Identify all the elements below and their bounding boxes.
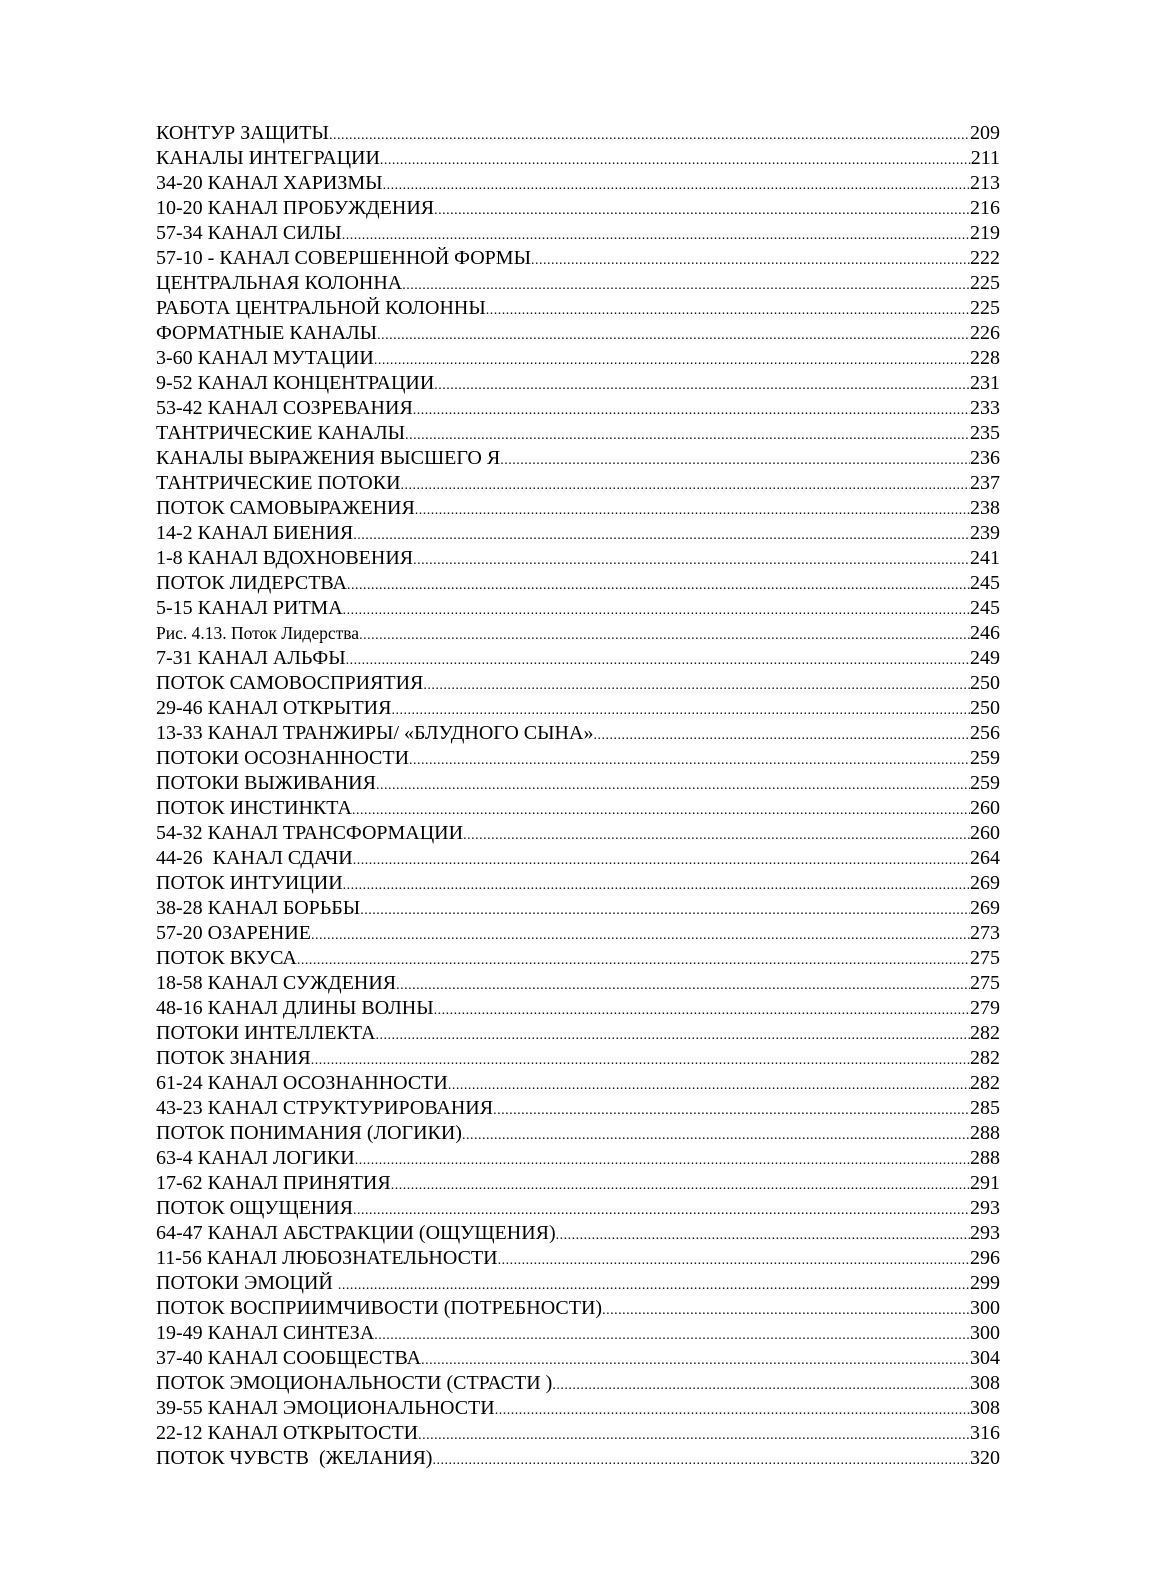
- toc-entry[interactable]: [156, 946, 1000, 971]
- toc-dot-leader: [396, 973, 970, 996]
- toc-dot-leader: [346, 648, 970, 671]
- toc-dot-leader: [377, 323, 970, 346]
- toc-entry-page-number: 238: [970, 497, 1000, 519]
- toc-entry[interactable]: [156, 346, 1000, 371]
- toc-entry-page-number: 282: [970, 1022, 1000, 1044]
- toc-entry[interactable]: [156, 1396, 1000, 1421]
- toc-entry-title: КАНАЛЫ ИНТЕГРАЦИИ: [156, 147, 380, 169]
- toc-entry[interactable]: [156, 696, 1000, 721]
- toc-entry-title: ПОТОКИ ИНТЕЛЛЕКТА: [156, 1022, 376, 1044]
- table-of-contents: [156, 121, 1000, 1471]
- toc-entry-page-number: 273: [970, 922, 1000, 944]
- toc-entry-title: 38-28 КАНАЛ БОРЬБЫ: [156, 897, 361, 919]
- toc-entry[interactable]: [156, 471, 1000, 496]
- toc-entry-title: 10-20 КАНАЛ ПРОБУЖДЕНИЯ: [156, 197, 435, 219]
- toc-dot-leader: [493, 1098, 970, 1121]
- toc-entry-title: ПОТОК ЗНАНИЯ: [156, 1047, 311, 1069]
- toc-entry-title: 54-32 КАНАЛ ТРАНСФОРМАЦИИ: [156, 822, 464, 844]
- toc-entry[interactable]: [156, 596, 1000, 621]
- toc-entry-page-number: 269: [970, 897, 1000, 919]
- toc-entry-page-number: 256: [970, 722, 1000, 744]
- toc-entry[interactable]: [156, 571, 1000, 596]
- toc-entry-title: 17-62 КАНАЛ ПРИНЯТИЯ: [156, 1172, 391, 1194]
- toc-entry[interactable]: [156, 871, 1000, 896]
- toc-entry-title: ЦЕНТРАЛЬНАЯ КОЛОННА: [156, 272, 403, 294]
- toc-entry[interactable]: [156, 1421, 1000, 1446]
- toc-dot-leader: [352, 798, 970, 821]
- toc-entry[interactable]: [156, 1371, 1000, 1396]
- toc-entry-page-number: 308: [970, 1397, 1000, 1419]
- toc-dot-leader: [311, 923, 970, 946]
- toc-entry[interactable]: [156, 996, 1000, 1021]
- toc-dot-leader: [434, 998, 970, 1021]
- toc-entry-page-number: 264: [970, 847, 1000, 869]
- toc-dot-leader: [342, 223, 970, 246]
- toc-dot-leader: [593, 723, 970, 746]
- toc-dot-leader: [353, 1198, 970, 1221]
- toc-entry-title: ПОТОК ПОНИМАНИЯ (ЛОГИКИ): [156, 1122, 462, 1144]
- toc-entry-title: 7-31 КАНАЛ АЛЬФЫ: [156, 647, 346, 669]
- toc-entry-title: 14-2 КАНАЛ БИЕНИЯ: [156, 522, 354, 544]
- toc-entry[interactable]: [156, 1246, 1000, 1271]
- toc-dot-leader: [495, 1398, 970, 1421]
- toc-dot-leader: [413, 398, 970, 421]
- toc-entry-page-number: 279: [970, 997, 1000, 1019]
- toc-dot-leader: [353, 523, 970, 546]
- toc-entry-title: 63-4 КАНАЛ ЛОГИКИ: [156, 1147, 355, 1169]
- toc-entry-title: 57-10 - КАНАЛ СОВЕРШЕННОЙ ФОРМЫ: [156, 247, 532, 269]
- toc-dot-leader: [402, 273, 970, 296]
- toc-entry-page-number: 300: [970, 1297, 1000, 1319]
- toc-dot-leader: [329, 123, 970, 146]
- toc-entry[interactable]: [156, 1146, 1000, 1171]
- toc-entry-title: 64-47 КАНАЛ АБСТРАКЦИИ (ОЩУЩЕНИЯ): [156, 1222, 556, 1244]
- toc-entry-page-number: 211: [970, 147, 1000, 169]
- toc-entry[interactable]: [156, 1046, 1000, 1071]
- toc-entry[interactable]: [156, 221, 1000, 246]
- toc-entry-title: ПОТОКИ ВЫЖИВАНИЯ: [156, 772, 376, 794]
- toc-entry-page-number: 275: [970, 972, 1000, 994]
- toc-entry-page-number: 213: [970, 172, 1000, 194]
- toc-entry-page-number: 316: [970, 1422, 1000, 1444]
- toc-dot-leader: [311, 1048, 970, 1071]
- toc-entry-title: РАБОТА ЦЕНТРАЛЬНОЙ КОЛОННЫ: [156, 297, 486, 319]
- toc-dot-leader: [391, 698, 970, 721]
- toc-entry-page-number: 282: [970, 1047, 1000, 1069]
- toc-entry-page-number: 235: [970, 422, 1000, 444]
- toc-entry-page-number: 231: [970, 372, 1000, 394]
- toc-entry[interactable]: [156, 1321, 1000, 1346]
- toc-entry-page-number: 236: [970, 447, 1000, 469]
- toc-entry[interactable]: [156, 796, 1000, 821]
- toc-entry-page-number: 288: [970, 1122, 1000, 1144]
- toc-entry-page-number: 225: [970, 272, 1000, 294]
- toc-dot-leader: [531, 248, 970, 271]
- toc-entry-page-number: 245: [970, 597, 1000, 619]
- toc-entry-page-number: 245: [970, 572, 1000, 594]
- toc-entry[interactable]: [156, 1021, 1000, 1046]
- toc-entry[interactable]: [156, 621, 1000, 646]
- toc-dot-leader: [421, 1348, 970, 1371]
- toc-entry-title: 43-23 КАНАЛ СТРУКТУРИРОВАНИЯ: [156, 1097, 494, 1119]
- toc-entry-page-number: 246: [970, 622, 1000, 644]
- toc-entry-page-number: 269: [970, 872, 1000, 894]
- toc-entry[interactable]: [156, 1296, 1000, 1321]
- toc-entry[interactable]: [156, 671, 1000, 696]
- toc-entry-title: ПОТОКИ ОСОЗНАННОСТИ: [156, 747, 410, 769]
- toc-dot-leader: [556, 1223, 970, 1246]
- toc-entry[interactable]: [156, 1121, 1000, 1146]
- toc-entry[interactable]: [156, 421, 1000, 446]
- toc-entry-page-number: 249: [970, 647, 1000, 669]
- toc-entry-title: 9-52 КАНАЛ КОНЦЕНТРАЦИИ: [156, 372, 435, 394]
- toc-entry[interactable]: [156, 1171, 1000, 1196]
- toc-entry[interactable]: [156, 721, 1000, 746]
- toc-entry-page-number: 288: [970, 1147, 1000, 1169]
- toc-entry-title: ПОТОКИ ЭМОЦИЙ: [156, 1272, 338, 1294]
- toc-entry-page-number: 259: [970, 747, 1000, 769]
- toc-entry[interactable]: [156, 746, 1000, 771]
- toc-entry[interactable]: [156, 1096, 1000, 1121]
- toc-entry-title: 18-58 КАНАЛ СУЖДЕНИЯ: [156, 972, 397, 994]
- toc-entry-page-number: 300: [970, 1322, 1000, 1344]
- toc-entry-page-number: 296: [970, 1247, 1000, 1269]
- toc-entry-page-number: 293: [970, 1197, 1000, 1219]
- toc-entry-title: 39-55 КАНАЛ ЭМОЦИОНАЛЬНОСТИ: [156, 1397, 495, 1419]
- toc-entry-page-number: 222: [970, 247, 1000, 269]
- toc-entry-title: Рис. 4.13. Поток Лидерства: [156, 623, 360, 643]
- toc-entry[interactable]: [156, 821, 1000, 846]
- toc-entry-page-number: 219: [970, 222, 1000, 244]
- toc-entry-page-number: 285: [970, 1097, 1000, 1119]
- toc-entry[interactable]: [156, 1196, 1000, 1221]
- toc-dot-leader: [602, 1298, 970, 1321]
- toc-entry-page-number: 209: [970, 122, 1000, 144]
- toc-entry-title: 1-8 КАНАЛ ВДОХНОВЕНИЯ: [156, 547, 414, 569]
- toc-entry[interactable]: [156, 646, 1000, 671]
- toc-entry-title: ПОТОК ВКУСА: [156, 947, 297, 969]
- toc-entry-page-number: 225: [970, 297, 1000, 319]
- toc-entry[interactable]: [156, 1271, 1000, 1296]
- toc-entry[interactable]: [156, 446, 1000, 471]
- toc-entry-page-number: 304: [970, 1347, 1000, 1369]
- toc-dot-leader: [297, 948, 970, 971]
- toc-entry-title: 34-20 КАНАЛ ХАРИЗМЫ: [156, 172, 383, 194]
- toc-dot-leader: [401, 473, 970, 496]
- toc-entry-title: 5-15 КАНАЛ РИТМА: [156, 597, 343, 619]
- toc-entry[interactable]: [156, 896, 1000, 921]
- toc-entry-title: ПОТОК ОЩУЩЕНИЯ: [156, 1197, 354, 1219]
- toc-dot-leader: [360, 898, 970, 921]
- toc-entry-title: 53-42 КАНАЛ СОЗРЕВАНИЯ: [156, 397, 413, 419]
- toc-entry-title: 11-56 КАНАЛ ЛЮБОЗНАТЕЛЬНОСТИ: [156, 1247, 498, 1269]
- toc-dot-leader: [434, 373, 970, 396]
- toc-entry-title: ПОТОК ЧУВСТВ (ЖЕЛАНИЯ): [156, 1447, 433, 1469]
- toc-dot-leader: [434, 198, 970, 221]
- toc-entry[interactable]: [156, 121, 1000, 146]
- toc-entry-title: ПОТОК САМОВОСПРИЯТИЯ: [156, 672, 424, 694]
- toc-entry-page-number: 233: [970, 397, 1000, 419]
- toc-entry[interactable]: [156, 321, 1000, 346]
- toc-entry-title: ПОТОК ЭМОЦИОНАЛЬНОСТИ (СТРАСТИ ): [156, 1372, 553, 1394]
- toc-entry-page-number: 237: [970, 472, 1000, 494]
- toc-entry[interactable]: [156, 971, 1000, 996]
- toc-entry-title: 61-24 КАНАЛ ОСОЗНАННОСТИ: [156, 1072, 448, 1094]
- toc-dot-leader: [391, 1173, 970, 1196]
- toc-entry-page-number: 259: [970, 772, 1000, 794]
- toc-entry-title: ПОТОК ВОСПРИИМЧИВОСТИ (ПОТРЕБНОСТИ): [156, 1297, 603, 1319]
- toc-entry-page-number: 250: [970, 697, 1000, 719]
- toc-entry-title: ТАНТРИЧЕСКИЕ КАНАЛЫ: [156, 422, 406, 444]
- toc-dot-leader: [353, 848, 970, 871]
- toc-entry-title: ТАНТРИЧЕСКИЕ ПОТОКИ: [156, 472, 401, 494]
- toc-dot-leader: [409, 748, 970, 771]
- toc-dot-leader: [343, 873, 970, 896]
- toc-dot-leader: [418, 1423, 970, 1446]
- toc-entry[interactable]: [156, 921, 1000, 946]
- toc-entry-title: ПОТОК САМОВЫРАЖЕНИЯ: [156, 497, 415, 519]
- toc-entry-page-number: 239: [970, 522, 1000, 544]
- toc-entry[interactable]: [156, 1071, 1000, 1096]
- toc-dot-leader: [448, 1073, 970, 1096]
- toc-entry[interactable]: [156, 771, 1000, 796]
- toc-dot-leader: [423, 673, 970, 696]
- toc-entry-page-number: 216: [970, 197, 1000, 219]
- toc-entry-page-number: 241: [970, 547, 1000, 569]
- toc-dot-leader: [413, 548, 970, 571]
- toc-entry-title: ПОТОК ИНСТИНКТА: [156, 797, 352, 819]
- toc-dot-leader: [498, 1248, 970, 1271]
- toc-dot-leader: [462, 1123, 970, 1146]
- toc-entry-page-number: 291: [970, 1172, 1000, 1194]
- toc-entry-title: 13-33 КАНАЛ ТРАНЖИРЫ/ «БЛУДНОГО СЫНА»: [156, 722, 594, 744]
- toc-entry-title: 29-46 КАНАЛ ОТКРЫТИЯ: [156, 697, 392, 719]
- toc-dot-leader: [500, 448, 970, 471]
- toc-dot-leader: [338, 1273, 970, 1296]
- toc-entry[interactable]: [156, 1446, 1000, 1471]
- toc-entry[interactable]: [156, 146, 1000, 171]
- toc-entry[interactable]: [156, 521, 1000, 546]
- toc-entry[interactable]: [156, 246, 1000, 271]
- toc-entry-title: 57-20 ОЗАРЕНИЕ: [156, 922, 312, 944]
- toc-entry-title: 3-60 КАНАЛ МУТАЦИИ: [156, 347, 374, 369]
- toc-entry-page-number: 250: [970, 672, 1000, 694]
- toc-entry-page-number: 293: [970, 1222, 1000, 1244]
- toc-dot-leader: [405, 423, 970, 446]
- toc-entry-title: КАНАЛЫ ВЫРАЖЕНИЯ ВЫСШЕГО Я: [156, 447, 501, 469]
- toc-dot-leader: [343, 598, 970, 621]
- toc-entry-title: КОНТУР ЗАЩИТЫ: [156, 122, 329, 144]
- toc-entry-title: ФОРМАТНЫЕ КАНАЛЫ: [156, 322, 378, 344]
- toc-entry[interactable]: [156, 371, 1000, 396]
- toc-entry-title: 19-49 КАНАЛ СИНТЕЗА: [156, 1322, 375, 1344]
- toc-entry[interactable]: [156, 1221, 1000, 1246]
- toc-entry-title: ПОТОК ЛИДЕРСТВА: [156, 572, 347, 594]
- toc-dot-leader: [486, 298, 970, 321]
- toc-dot-leader: [552, 1373, 970, 1396]
- toc-dot-leader: [383, 173, 970, 196]
- toc-entry-page-number: 275: [970, 947, 1000, 969]
- toc-dot-leader: [359, 623, 970, 646]
- toc-entry-page-number: 282: [970, 1072, 1000, 1094]
- toc-dot-leader: [355, 1148, 970, 1171]
- toc-entry-page-number: 260: [970, 797, 1000, 819]
- toc-entry-page-number: 260: [970, 822, 1000, 844]
- toc-dot-leader: [380, 148, 971, 171]
- toc-entry[interactable]: [156, 196, 1000, 221]
- toc-entry[interactable]: [156, 1346, 1000, 1371]
- toc-entry[interactable]: [156, 296, 1000, 321]
- toc-entry-page-number: 228: [970, 347, 1000, 369]
- toc-entry-page-number: 226: [970, 322, 1000, 344]
- toc-dot-leader: [374, 348, 970, 371]
- toc-entry-title: 22-12 КАНАЛ ОТКРЫТОСТИ: [156, 1422, 419, 1444]
- toc-dot-leader: [432, 1448, 970, 1471]
- toc-entry[interactable]: [156, 396, 1000, 421]
- toc-entry-title: 37-40 КАНАЛ СООБЩЕСТВА: [156, 1347, 422, 1369]
- toc-entry-title: 48-16 КАНАЛ ДЛИНЫ ВОЛНЫ: [156, 997, 434, 1019]
- toc-dot-leader: [376, 773, 970, 796]
- toc-entry-page-number: 308: [970, 1372, 1000, 1394]
- toc-dot-leader: [375, 1023, 970, 1046]
- toc-entry-page-number: 320: [970, 1447, 1000, 1469]
- toc-entry[interactable]: [156, 271, 1000, 296]
- toc-dot-leader: [347, 573, 970, 596]
- toc-entry-page-number: 299: [970, 1272, 1000, 1294]
- toc-dot-leader: [374, 1323, 970, 1346]
- toc-entry[interactable]: [156, 546, 1000, 571]
- toc-entry-title: 57-34 КАНАЛ СИЛЫ: [156, 222, 342, 244]
- toc-dot-leader: [463, 823, 970, 846]
- toc-entry[interactable]: [156, 171, 1000, 196]
- toc-entry[interactable]: [156, 496, 1000, 521]
- toc-dot-leader: [415, 498, 970, 521]
- toc-entry-title: 44-26 КАНАЛ СДАЧИ: [156, 847, 353, 869]
- toc-entry-title: ПОТОК ИНТУИЦИИ: [156, 872, 343, 894]
- toc-entry[interactable]: [156, 846, 1000, 871]
